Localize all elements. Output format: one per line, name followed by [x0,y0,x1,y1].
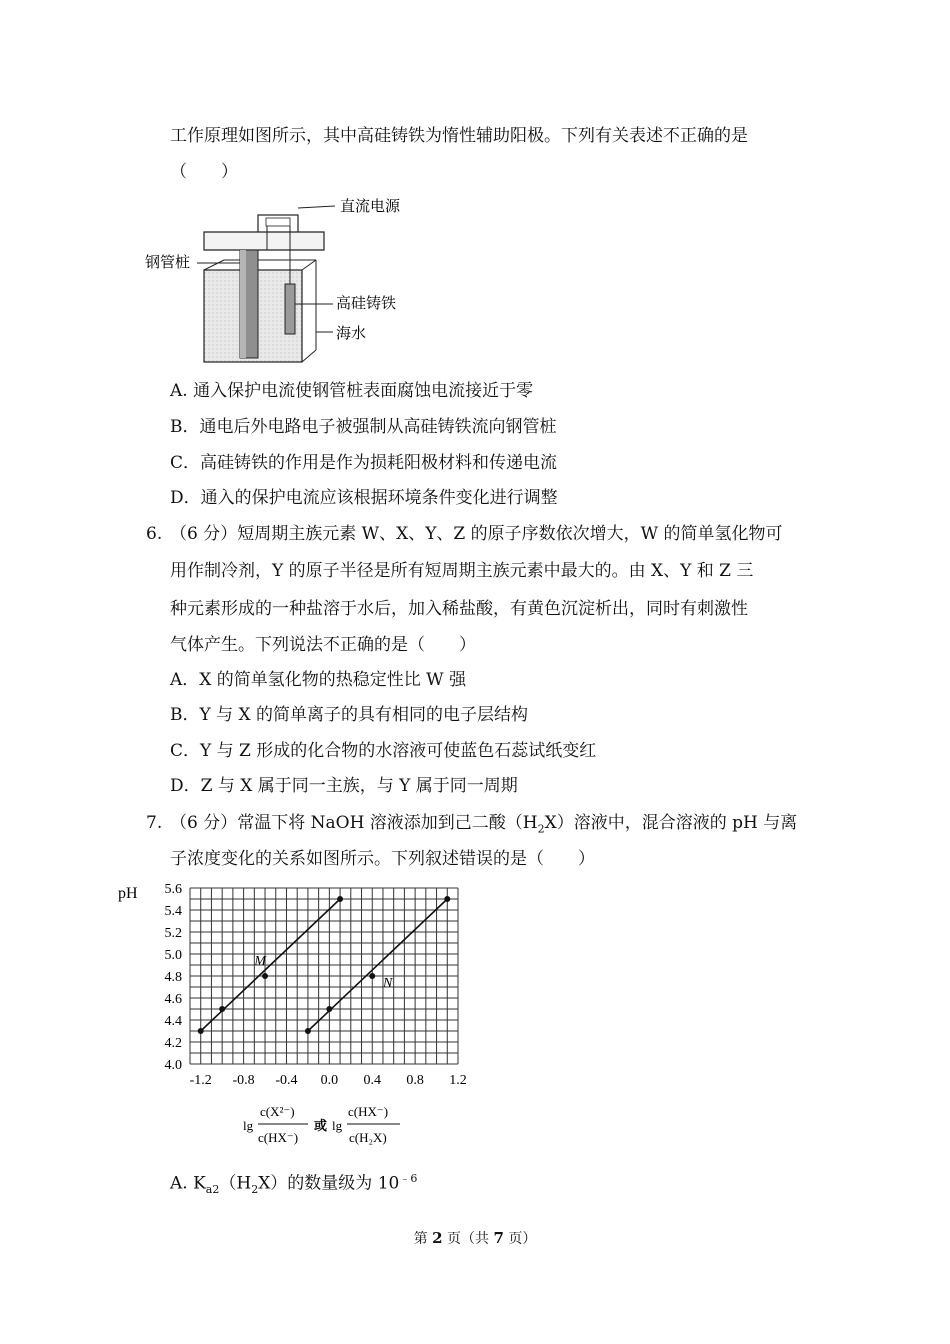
x-tick-label: -1.2 [189,1073,212,1088]
x-tick-label: 0.0 [320,1073,339,1088]
svg-text:lg: lg [243,1118,254,1133]
svg-text:c(X²⁻): c(X²⁻) [260,1104,295,1119]
q5-option-a: A. 通入保护电流使钢管桩表面腐蚀电流接近于零 [170,381,534,401]
y-tick-label: 5.0 [164,948,182,963]
y-tick-label: 4.4 [164,1014,182,1029]
q6-stem-line-4: 气体产生。下列说法不正确的是（ ） [170,635,476,655]
anode-label: 高硅铸铁 [336,294,397,312]
intro-line-2: （ ） [170,162,238,182]
y-tick-label: 5.4 [164,904,182,919]
x-tick-label: 0.4 [363,1073,381,1088]
power-label: 直流电源 [340,197,401,215]
q6-option-a: A．X 的简单氢化物的热稳定性比 W 强 [170,670,467,690]
x-axis-label [243,1104,400,1145]
q7-option-a: A. $K_{a2}(H_2X)$的数量级为 $10^{﹣6}$ [170,1172,418,1197]
data-point [444,896,450,902]
data-point [262,973,268,979]
y-tick-label: 4.2 [164,1036,182,1051]
q7-number: 7. [146,813,163,833]
q6-stem-line-3: 种元素形成的一种盐溶于水后，加入稀盐酸，有黄色沉淀析出，同时有刺激性 [170,599,748,619]
data-point [198,1028,204,1034]
q5-option-c: C．高硅铸铁的作用是作为损耗阳极材料和传递电流 [170,453,558,473]
q6-number: 6. [146,524,163,544]
intro-line-1: 工作原理如图所示，其中高硅铸铁为惰性辅助阳极。下列有关表述不正确的是 [170,126,748,146]
q6-stem-line-1: （6 分）短周期主族元素 W、X、Y、Z 的原子序数依次增大，W 的简单氢化物可 [170,524,783,544]
svg-text:c(H₂X): c(H₂X) [349,1130,387,1145]
q7-stem-line-1: （6 分）常温下将 NaOH 溶液添加到己二酸$(H_2X)$溶液中，混合溶液的 pH 与离 [170,813,798,836]
svg-text:lg: lg [332,1118,343,1133]
pipe-label: 钢管桩 [145,253,191,271]
ph-chart [110,878,470,1148]
series-label-m: M [254,954,266,969]
q6-stem-line-2: 用作制冷剂，Y 的原子半径是所有短周期主族元素中最大的。由 X、Y 和 Z 三 [170,561,754,581]
q5-option-d: D．通入的保护电流应该根据环境条件变化进行调整 [170,488,558,508]
series-label-n: N [382,976,393,991]
page-footer: 第 2 页（共 7 页） [413,1229,537,1247]
cathodic-protection-figure [140,192,440,372]
svg-text:c(HX⁻): c(HX⁻) [348,1104,389,1119]
x-tick-label: 0.8 [406,1073,424,1088]
y-tick-label: 4.0 [164,1058,182,1073]
data-point [219,1006,225,1012]
data-point [369,973,375,979]
q5-option-b: B．通电后外电路电子被强制从高硅铸铁流向钢管桩 [170,417,557,437]
x-tick-labels [190,1073,467,1088]
q6-option-c: C．Y 与 Z 形成的化合物的水溶液可使蓝色石蕊试纸变红 [170,741,597,761]
svg-text:c(HX⁻): c(HX⁻) [258,1130,299,1145]
data-point [305,1028,311,1034]
water-label: 海水 [336,324,367,342]
q7-stem-line-2: 子浓度变化的关系如图所示。下列叙述错误的是（ ） [170,849,595,869]
q6-option-b: B．Y 与 X 的简单离子的具有相同的电子层结构 [170,705,529,725]
y-tick-label: 5.2 [164,926,182,941]
y-tick-labels [165,882,183,1073]
y-tick-label: 5.6 [164,882,182,897]
x-tick-label: 1.2 [449,1073,467,1088]
q6-option-d: D．Z 与 X 属于同一主族，与 Y 属于同一周期 [170,776,518,796]
data-point [337,896,343,902]
y-tick-label: 4.8 [164,970,182,985]
y-axis-label: pH [118,885,138,902]
silicon-cast-iron-anode [285,284,295,334]
y-tick-label: 4.6 [164,992,182,1007]
svg-text:或: 或 [314,1119,328,1134]
x-tick-label: -0.8 [232,1073,255,1088]
x-tick-label: -0.4 [275,1073,298,1088]
data-point [326,1006,332,1012]
